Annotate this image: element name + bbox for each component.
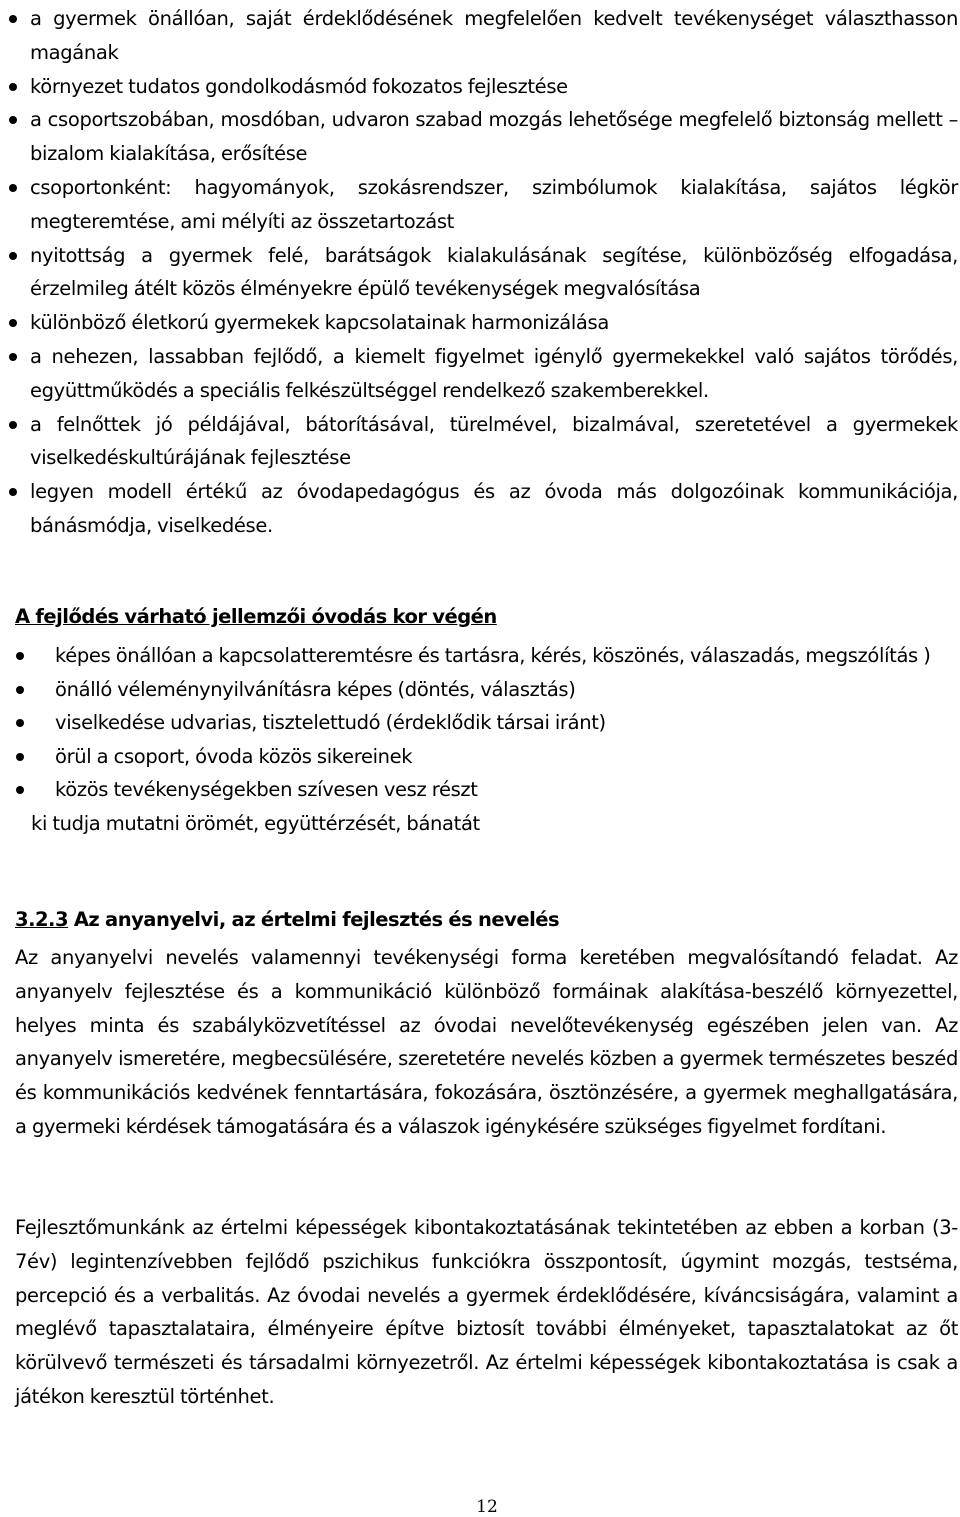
- bullet-icon: [16, 686, 24, 694]
- list-item-text: viselkedése udvarias, tisztelettudó (érdeklődik társai iránt): [55, 711, 606, 735]
- bullet-icon: [16, 719, 24, 727]
- bullet-icon: [16, 652, 24, 660]
- bullet-icon: [9, 353, 17, 361]
- list-item: [55, 773, 955, 807]
- list-item: [30, 239, 958, 307]
- section-heading-3-2-3: [15, 908, 559, 931]
- list-item: [30, 103, 958, 171]
- list-item-text: a gyermek önállóan, saját érdeklődésének megfelelően kedvelt tevékenységet választhasson magának: [30, 7, 958, 64]
- list-item: [30, 171, 958, 239]
- bullet-icon: [9, 15, 17, 23]
- list-item-text: örül a csoport, óvoda közös sikereinek: [55, 744, 413, 768]
- list-item: [30, 2, 958, 70]
- list-item-text: a felnőttek jó példájával, bátorításával, türelmével, bizalmával, szeretetével a gyermekek viselkedéskultúrájának fejlesztése: [30, 412, 958, 470]
- bullet-icon: [9, 488, 17, 496]
- list-item-text: önálló véleménynyilvánításra képes (döntés, választás): [55, 677, 576, 701]
- list-item: [30, 70, 958, 104]
- section-number: 3.2.3: [15, 908, 69, 931]
- section-heading-development-expectations: A fejlődés várható jellemzői óvodás kor végén: [15, 605, 497, 628]
- list-item: [30, 408, 958, 476]
- bullet-icon: [9, 184, 17, 192]
- list-item-text: közös tevékenységekben szívesen vesz részt: [55, 778, 478, 802]
- bullet-icon: [9, 83, 17, 91]
- list-item: [55, 740, 955, 774]
- bullet-icon: [9, 252, 17, 260]
- section-title: Az anyanyelvi, az értelmi fejlesztés és nevelés: [68, 908, 560, 931]
- list-item-text: környezet tudatos gondolkodásmód fokozatos fejlesztése: [30, 74, 568, 98]
- list-item-text: a nehezen, lassabban fejlődő, a kiemelt figyelmet igénylő gyermekekkel való sajátos törődés, együttműködés a speciális felkészültséggel rendelkező szakemberekkel.: [30, 344, 958, 402]
- expectations-bullet-list: [31, 639, 955, 841]
- list-item-text: képes önállóan a kapcsolatteremtésre és tartásra, kérés, köszönés, válaszadás, megszólítás ): [55, 644, 931, 667]
- list-item-text: ki tudja mutatni örömét, együttérzését, bánatát: [31, 811, 480, 835]
- bullet-icon: [9, 116, 17, 124]
- list-item: [31, 807, 955, 841]
- list-item: [55, 706, 955, 740]
- list-item-text: legyen modell értékű az óvodapedagógus és az óvoda más dolgozóinak kommunikációja, bánásmódja, viselkedése.: [30, 480, 958, 537]
- bullet-icon: [9, 319, 17, 327]
- paragraph-anyanyelvi-neveles: Az anyanyelvi nevelés valamennyi tevékenységi forma keretében megvalósítandó feladat. Az anyanyelv fejlesztése és a kommunikáció különböző formáinak alakítása-beszélő környezettel, helyes minta és szabályközvetítéssel az óvodai nevelőtevékenység egészében jelen van. Az anyanyelv ismeretére, megbecsülésére, szeretetére nevelés közben a gyermek természetes beszéd és kommunikációs kedvének fenntartására, fokozására, ösztönzésére, a gyermek meghallgatására, a gyermeki kérdések támogatására és a válaszok igénykésére szükséges figyelmet fordítani.: [15, 946, 958, 1138]
- bullet-icon: [16, 786, 24, 794]
- paragraph-ertelmi-fejlesztes: Fejlesztőmunkánk az értelmi képességek kibontakoztatásának tekintetében az ebben a korban (3-7év) legintenzívebben fejlődő pszichikus funkciókra összpontosít, úgymint mozgás, testséma, percepció és a verbalitás. Az óvodai nevelés a gyermek érdeklődésére, kíváncsiságára, valamint a meglévő tapasztalataira, élményeire építve biztosít további élményeket, tapasztalatokat az őt körülvevő természeti és társadalmi környezetről. Az értelmi képességek kibontakoztatása is csak a játékon keresztül történhet.: [15, 1216, 958, 1408]
- bullet-icon: [16, 753, 24, 761]
- goals-bullet-list: [30, 2, 958, 543]
- list-item: [55, 673, 955, 707]
- list-item: [30, 340, 958, 408]
- list-item-text: nyitottság a gyermek felé, barátságok kialakulásának segítése, különbözőség elfogadása, érzelmileg átélt közös élményekre épülő tevékenységek megvalósítása: [30, 243, 958, 301]
- list-item: [30, 475, 958, 543]
- list-item: [55, 639, 955, 673]
- list-item-text: csoportonként: hagyományok, szokásrendszer, szimbólumok kialakítása, sajátos légkör megteremtése, ami mélyíti az összetartozást: [30, 175, 958, 233]
- bullet-icon: [9, 421, 17, 429]
- list-item-text: különböző életkorú gyermekek kapcsolatainak harmonizálása: [30, 311, 609, 335]
- list-item: [30, 306, 958, 340]
- page-number: 12: [476, 1497, 498, 1517]
- list-item-text: a csoportszobában, mosdóban, udvaron szabad mozgás lehetősége megfelelő biztonság mellett – bizalom kialakítása, erősítése: [30, 108, 958, 166]
